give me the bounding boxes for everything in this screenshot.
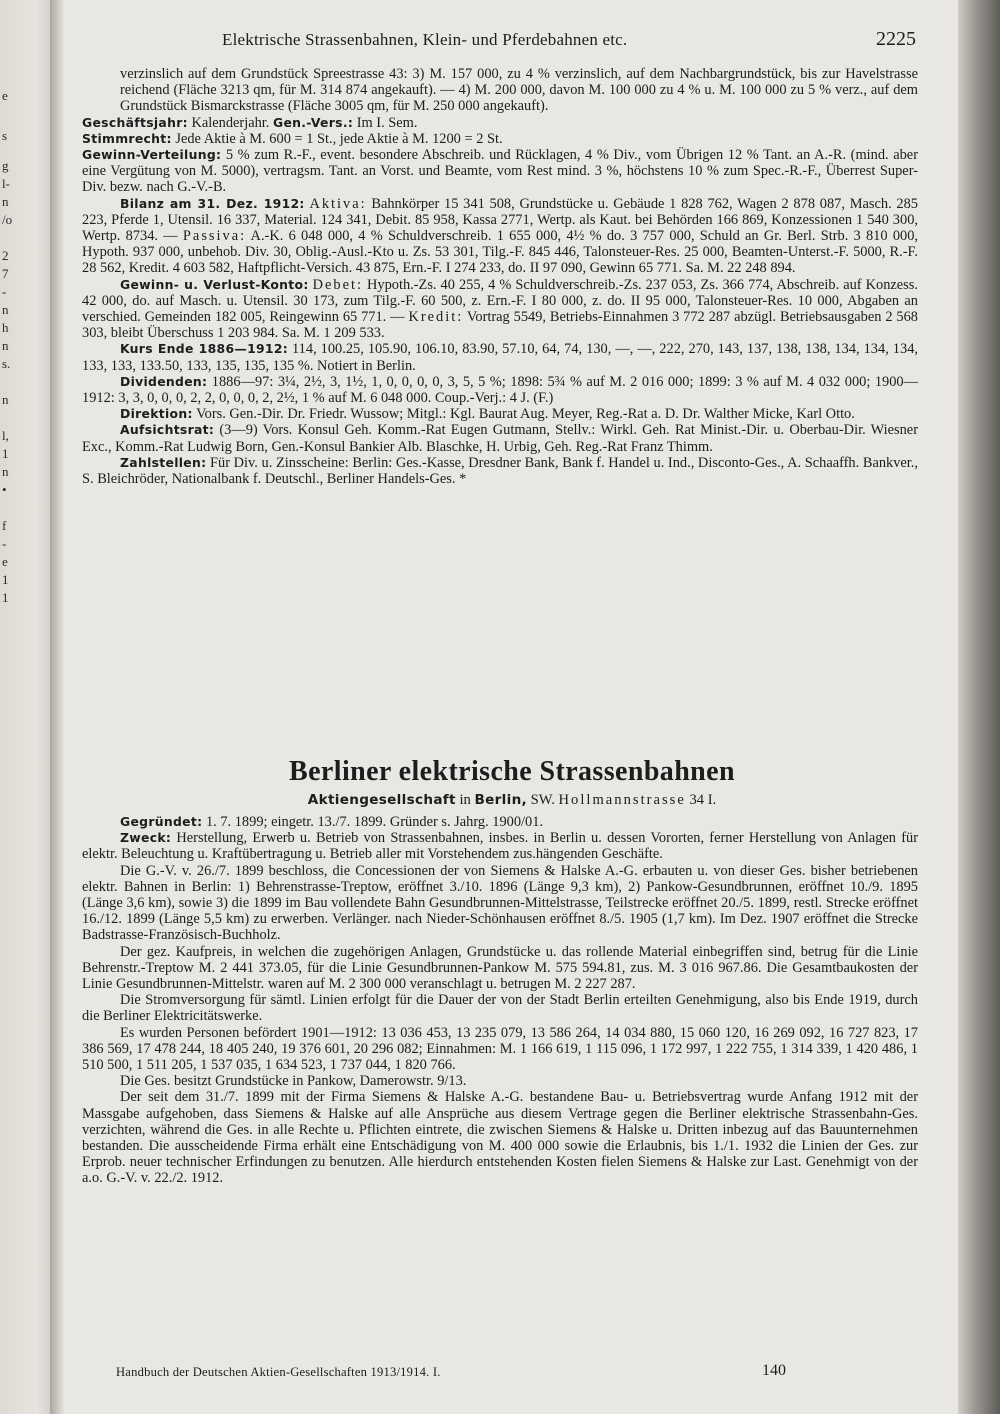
gen-vers-value: Im I. Sem. [353,114,418,131]
gewinn-verlust-paragraph [82,277,918,342]
kaufpreis-paragraph: Der gez. Kaufpreis, in welchen die zugehörigen Anlagen, Grundstücke u. das rollende Material einbegriffen sind, betrug für die Linie Behrenstr.-Treptow M. 2 441 373.05, für die Linie Gesundbrunnen-Pankow M. 575 594.81, zus. M. 3 016 967.86. Die Gesamtbaukosten der Linie Gesundbrunnen-Mittelstr. waren auf M. 2 300 000 veranschlagt u. betrugen M. 2 227 287. [82,943,918,993]
kredit-value: Vortrag 5549, Betriebs-Einnahmen 3 772 287 abzügl. Betriebsausgaben 2 568 303, bleibt Überschuss 1 203 984. Sa. M. 1 209 533. [82,309,918,342]
direktion-value: Vors. Gen.-Dir. Dr. Friedr. Wussow; Mitgl.: Kgl. Baurat Aug. Meyer, Reg.-Rat a. D. Dr. Walther Micke, Karl Otto. [192,406,855,423]
company-subheading [72,792,952,809]
document-page [72,0,952,1414]
book-spine-shadow [50,0,64,1414]
passiva-label: Passiva: [182,228,247,245]
gutter-letter-fragment: 1 [2,572,9,587]
company-form: Aktiengesellschaft [307,792,456,808]
zahlstellen-label: Zahlstellen: [120,454,207,470]
aufsichtsrat-paragraph [82,422,918,454]
zweck-paragraph [82,830,918,862]
geschaeftsjahr-value: Kalenderjahr. [187,114,273,131]
gutter-letter-fragment: s [2,128,8,143]
gutter-letter-fragment: n [2,392,9,407]
company-loc: in [455,792,475,808]
gutter-letter-fragment: /o [2,212,13,227]
running-title: Elektrische Strassenbahnen, Klein- und Pferdebahnen etc. [222,30,628,49]
gegruendet-line [82,814,918,830]
section-berliner-strassenbahnen [82,814,918,1187]
debet-label: Debet: [312,276,363,293]
zweck-value: Herstellung, Erwerb u. Betrieb von Strassenbahnen, insbes. in Berlin u. dessen Vororten, ferner Herstellung von Anlagen für elektr. Beleuchtung u. Kraftübertragung u. Betrieb aller mit Vorstehendem zus.hängenden Geschäfte. [82,830,918,863]
page-edge-shadow [958,0,1000,1414]
left-page-gutter [0,0,52,1414]
gutter-letter-fragment: h [2,320,9,335]
company-street: Hollmannstrasse [558,792,686,808]
gutter-letter-fragment: l- [2,176,10,191]
footer-sheet-number: 140 [762,1362,786,1379]
gutter-letter-fragment: l, [2,428,9,443]
stimmrecht-line [82,131,918,147]
gen-vers-label: Gen.-Vers.: [272,114,354,130]
gutter-letter-fragment: n [2,464,9,479]
aufsichtsrat-value: (3—9) Vors. Konsul Geh. Komm.-Rat Eugen Gutmann, Stellv.: Wirkl. Geh. Rat Minist.-Dir. u. Oberbau-Dir. Wiesner Exc., Komm.-Rat Ludwig Born, Gen.-Konsul Bankier Alb. Blaschke, H. Urbig, Geh. Reg.-Rat Franz Thimm. [82,422,918,455]
kurs-value: 114, 100.25, 105.90, 106.10, 83.90, 57.10, 64, 74, 130, —, —, 222, 270, 143, 137, 138, 138, 134, 134, 134, 133, 133, 133.50, 133, 135, 135, 135 %. Notiert in Berlin. [82,341,918,374]
gewinn-verlust-label: Gewinn- u. Verlust-Konto: [120,276,309,292]
page-number: 2225 [876,28,916,50]
footer-source: Handbuch der Deutschen Aktien-Gesellschaften 1913/1914. I. [116,1365,441,1379]
gutter-letter-fragment: - [2,284,7,299]
zweck-label: Zweck: [120,830,172,846]
personen-paragraph: Es wurden Personen befördert 1901—1912: 13 036 453, 13 235 079, 13 586 264, 14 034 880, 15 060 120, 16 269 092, 16 727 823, 17 386 569, 17 478 244, 18 405 240, 19 376 601, 20 296 082; Einnahmen: M. 1 166 619, 1 115 096, 1 172 997, 1 222 755, 1 314 339, 1 420 486, 1 510 500, 1 511 205, 1 537 035, 1 634 523, 1 737 044, 1 820 766. [82,1024,918,1074]
aktiva-value: Bahnkörper 15 341 508, Grundstücke u. Gebäude 1 828 762, Wagen 2 878 087, Masch. 285 223, Pferde 1, Utensil. 16 337, Material. 124 341, Debit. 85 958, Kassa 2771, Wertp. als Kaut. bei Behörden 166 869, Konzessionen 1 540 300, Wertp. 8734. — [82,195,918,245]
gutter-letter-fragment: n [2,194,9,209]
geschaeftsjahr-label: Geschäftsjahr: [82,114,188,130]
dividenden-value: 1886—97: 3¼, 2½, 3, 1½, 1, 0, 0, 0, 0, 3, 5, 5 %; 1898: 5¾ % auf M. 2 016 000; 1899: 3 % auf M. 4 032 000; 1900—1912: 3, 3, 0, 0, 0, 2, 2, 0, 0, 0, 2, 2½, 1 % auf M. 6 048 000. Coup.-Verj.: 4 J. (F.) [82,373,918,407]
bilanz-paragraph [82,196,918,277]
gewinn-verteilung-paragraph [82,147,918,196]
grundstuecke-paragraph: Die Ges. besitzt Grundstücke in Pankow, Damerowstr. 9/13. [120,1073,467,1090]
stromversorgung-paragraph: Die Stromversorgung für sämtl. Linien erfolgt für die Dauer der von der Stadt Berlin erteilten Genehmigung, also bis Ende 1919, durch die Berliner Elektricitätswerke. [82,992,918,1025]
gutter-letter-fragment: • [2,482,7,497]
gegruendet-value: 1. 7. 1899; eingetr. 13./7. 1899. Gründer s. Jahrg. 1900/01. [202,814,544,830]
gutter-letter-fragment: e [2,88,8,103]
gewinn-verteilung-value: 5 % zum R.-F., event. besondere Abschreib. und Rücklagen, 4 % Div., vom Übrigen 12 % Tant. an A.-R. (mind. aber eine Vergütung von M. 5000), vertragsm. Tant. an Vorst. und Beamte, vom Rest mind. 3 %, höchstens 10 % zum Spec.-R.-F., Überrest Super-Div. bezw. nach G.-V.-B. [82,147,918,196]
aktiva-label: Aktiva: [309,195,367,212]
gutter-letter-fragment: - [2,536,7,551]
gutter-letter-fragment: f [2,518,7,533]
gutter-letter-fragment: e [2,554,8,569]
dividenden-label: Dividenden: [120,373,208,389]
aufsichtsrat-label: Aufsichtsrat: [120,422,215,438]
gutter-letter-fragment: 2 [2,248,9,263]
gutter-letter-fragment: 1 [2,590,9,605]
gutter-letter-fragment: 1 [2,446,9,461]
kurs-label: Kurs Ende 1886—1912: [120,341,289,357]
dividenden-paragraph [82,374,918,406]
gutter-letter-fragment: s. [2,356,11,371]
gutter-letter-fragment: 7 [2,266,9,281]
geschaeftsjahr-line [82,115,918,131]
gewinn-verteilung-label: Gewinn-Verteilung: [82,147,222,163]
gutter-letter-fragment: n [2,338,9,353]
direktion-paragraph [82,406,918,422]
zahlstellen-paragraph [82,455,918,487]
company-heading: Berliner elektrische Strassenbahnen [289,756,735,787]
gegruendet-label: Gegründet: [120,814,203,829]
direktion-label: Direktion: [120,406,193,422]
company-addr-prefix: SW. [527,792,559,808]
stimmrecht-label: Stimmrecht: [82,130,172,146]
gutter-letter-fragment: n [2,302,9,317]
zahlstellen-value: Für Div. u. Zinsscheine: Berlin: Ges.-Kasse, Dresdner Bank, Bank f. Handel u. Ind., Disconto-Ges., A. Schaaffh. Bankver., S. Bleichröder, Nationalbank f. Deutschl., Berliner Handels-Ges. * [82,454,918,488]
kurs-paragraph [82,341,918,373]
company-house: 34 I. [685,792,717,808]
kredit-label: Kredit: [408,309,464,326]
passiva-value: A.-K. 6 048 000, 4 % Schuldverschreib. 1 655 000, 4½ % do. 3 757 000, Schuld an Gr. Berl. Strb. 3 810 000, Hypoth. 937 000, unbehob. Div. 30, Oblig.-Ausl.-Kto u. Zs. 53 301, Tilg.-F. 845 446, Talonsteuer-Res. 25 000, Beamten-Unterst.-F. 5000, R.-F. 28 562, Kredit. 4 603 582, Haftpflicht-Versich. 43 875, Ern.-F. I 274 233, do. II 97 090, Gewinn 65 771. Sa. M. 22 248 894. [82,228,918,277]
section-previous-company [82,66,918,487]
bilanz-label: Bilanz am 31. Dez. 1912: [120,195,305,211]
company-city: Berlin, [474,792,528,808]
stimmrecht-value: Jede Aktie à M. 600 = 1 St., jede Aktie à M. 1200 = 2 St. [171,130,503,147]
hypotheken-paragraph: verzinslich auf dem Grundstück Spreestrasse 43: 3) M. 157 000, zu 4 % verzinslich, auf dem Nachbargrundstück, bis zur Havelstrasse reichend (Fläche 3213 qm, für M. 314 874 angekauft). — 4) M. 200 000, davon M. 100 000 zu 4 % u. M. 100 000 zu 5 % verz., auf dem Grundstück Bismarckstrasse (Fläche 3005 qm, für M. 250 000 angekauft). [120,66,918,115]
concessions-paragraph: Die G.-V. v. 26./7. 1899 beschloss, die Concessionen der von Siemens & Halske A.-G. erbauten u. von dieser Ges. bisher betriebenen elektr. Bahnen in Berlin: 1) Behrenstrasse-Treptow, eröffnet 3./10. 1896 (Länge 9,3 km), 2) Pankow-Gesundbrunnen, eröffnet 10./9. 1895 (Länge 3,6 km), sowie 3) die 1899 im Bau vollendete Bahn Gesundbrunnen-Mittelstrasse, Teilstrecke eröffnet 20./5. 1899, restl. Strecke eröffnet 16./12. 1899 (Länge 5,5 km) zu erwerben. Verlänger. nach Nieder-Schönhausen eröffnet 8./5. 1905 (1,7 km). Im Dez. 1907 eröffnet die Strecke Badstrasse-Französisch-Buchholz. [82,862,918,944]
debet-value: Hypoth.-Zs. 40 255, 4 % Schuldverschreib.-Zs. 237 053, Zs. 366 774, Abschreib. auf Konzess. 42 000, do. auf Masch. u. Utensil. 30 173, zum Tilg.-F. 60 500, z. Ern.-F. I 80 000, z. do. II 95 000, Talonsteuer-Res. 10 000, Abgaben an verschied. Gemeinden 182 005, Reingewinn 65 771. — [82,276,918,326]
vertrag-paragraph: Der seit dem 31./7. 1899 mit der Firma Siemens & Halske A.-G. bestandene Bau- u. Betriebsvertrag wurde Anfang 1912 mit der Massgabe aufgehoben, dass Siemens & Halske auf alle Ansprüche aus diesem Vertrage gegen die Berliner elektrische Strassenbahn-Ges. verzichten, während die Ges. in alle Rechte u. Pflichten eintrete, die zwischen Siemens & Halske u. Dritten inbezug auf das Bauunternehmen bestanden. Die ausscheidende Firma erhält eine Entschädigung von M. 400 000 sowie die Erlaubnis, bis 1./1. 1932 die Linien der Ges. zur Erprob. neuer technischer Erfindungen zu benutzen. Alle hierdurch entstehenden Kosten fielen Siemens & Halske zur Last. Genehmigt von der a.o. G.-V. v. 22./2. 1912. [82,1089,918,1187]
gutter-letter-fragment: g [2,158,9,173]
